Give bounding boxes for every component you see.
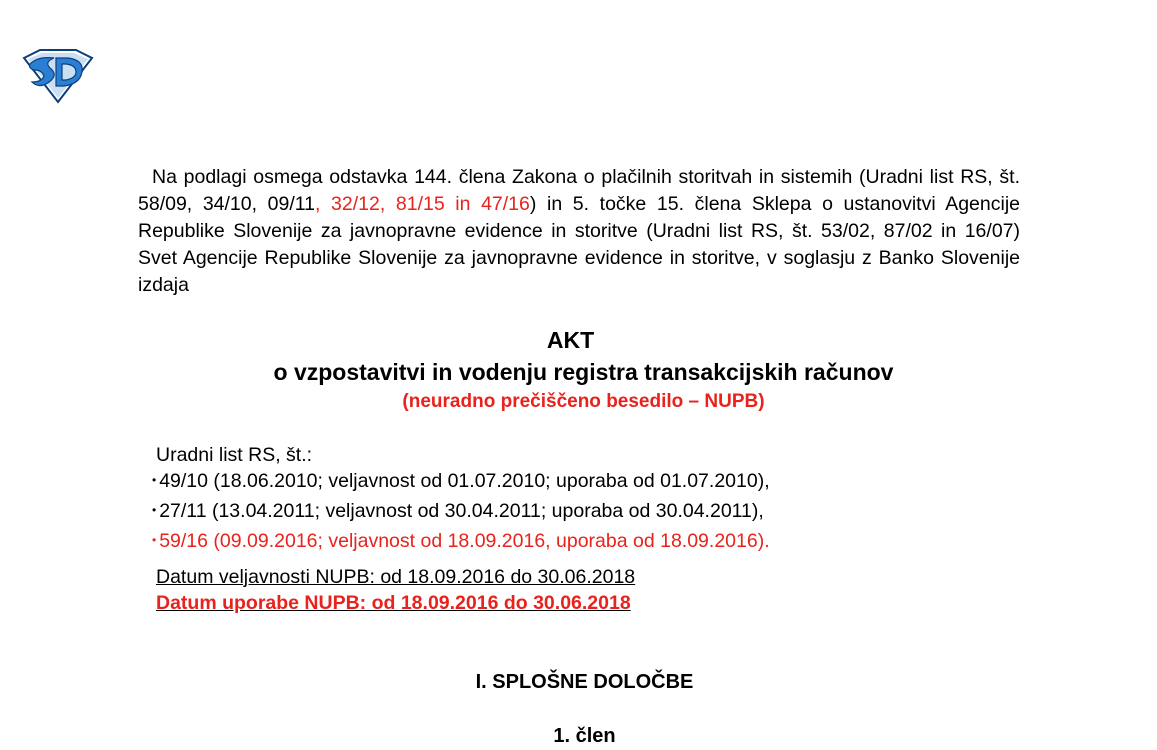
document-title <box>0 324 1157 416</box>
intro-text-part2: ) in 5. točke 15. člena Sklepa o ustanovitvi Agencije Republike Slovenije za javnopravne evidence in storitve (Uradni list RS, št. 53/02, 87/02 in 16/07) Svet Agencije Republike Slovenije za javnopravne evidence in storitve, v soglasju z Banko Slovenije izdaja <box>138 193 1021 296</box>
article-heading-text: 1. člen <box>553 725 616 747</box>
bullet-icon: • <box>152 533 157 547</box>
bullet-icon: • <box>152 503 157 517</box>
validity-date: Datum veljavnosti NUPB: od 18.09.2016 do 30.06.2018 <box>156 566 636 588</box>
logo-shield-icon <box>20 46 96 104</box>
publication-item <box>152 496 770 526</box>
publication-item <box>152 526 770 556</box>
title-line-subject: o vzpostavitvi in vodenju registra transakcijskih računov <box>273 359 894 385</box>
section-heading-text: I. SPLOŠNE DOLOČBE <box>475 671 694 693</box>
article-heading <box>0 722 1157 750</box>
title-line-nupb: (neuradno prečiščeno besedilo – NUPB) <box>402 391 765 412</box>
intro-text-part1: Na podlagi osmega odstavka 144. člena Zakona o plačilnih storitvah in sistemih (Uradni list RS, št. 58/09, 34/10, 09/11 <box>138 166 1020 215</box>
title-line-akt: AKT <box>546 327 595 353</box>
intro-text-amendments: , 32/12, 81/15 in 47/16 <box>315 193 530 215</box>
publications-list <box>152 466 770 556</box>
publications-heading: Uradni list RS, št.: <box>156 444 313 466</box>
publication-text: 27/11 (13.04.2011; veljavnost od 30.04.2011; uporaba od 30.04.2011), <box>159 500 764 522</box>
publication-item <box>152 466 770 496</box>
logo <box>20 46 96 104</box>
nupb-dates <box>156 564 635 616</box>
bullet-icon: • <box>152 473 157 487</box>
publication-text: 49/10 (18.06.2010; veljavnost od 01.07.2010; uporaba od 01.07.2010), <box>159 470 770 492</box>
section-heading <box>0 668 1157 696</box>
publication-text: 59/16 (09.09.2016; veljavnost od 18.09.2016, uporaba od 18.09.2016). <box>159 530 770 552</box>
intro-paragraph <box>138 164 1020 299</box>
application-date: Datum uporabe NUPB: od 18.09.2016 do 30.06.2018 <box>156 592 631 614</box>
